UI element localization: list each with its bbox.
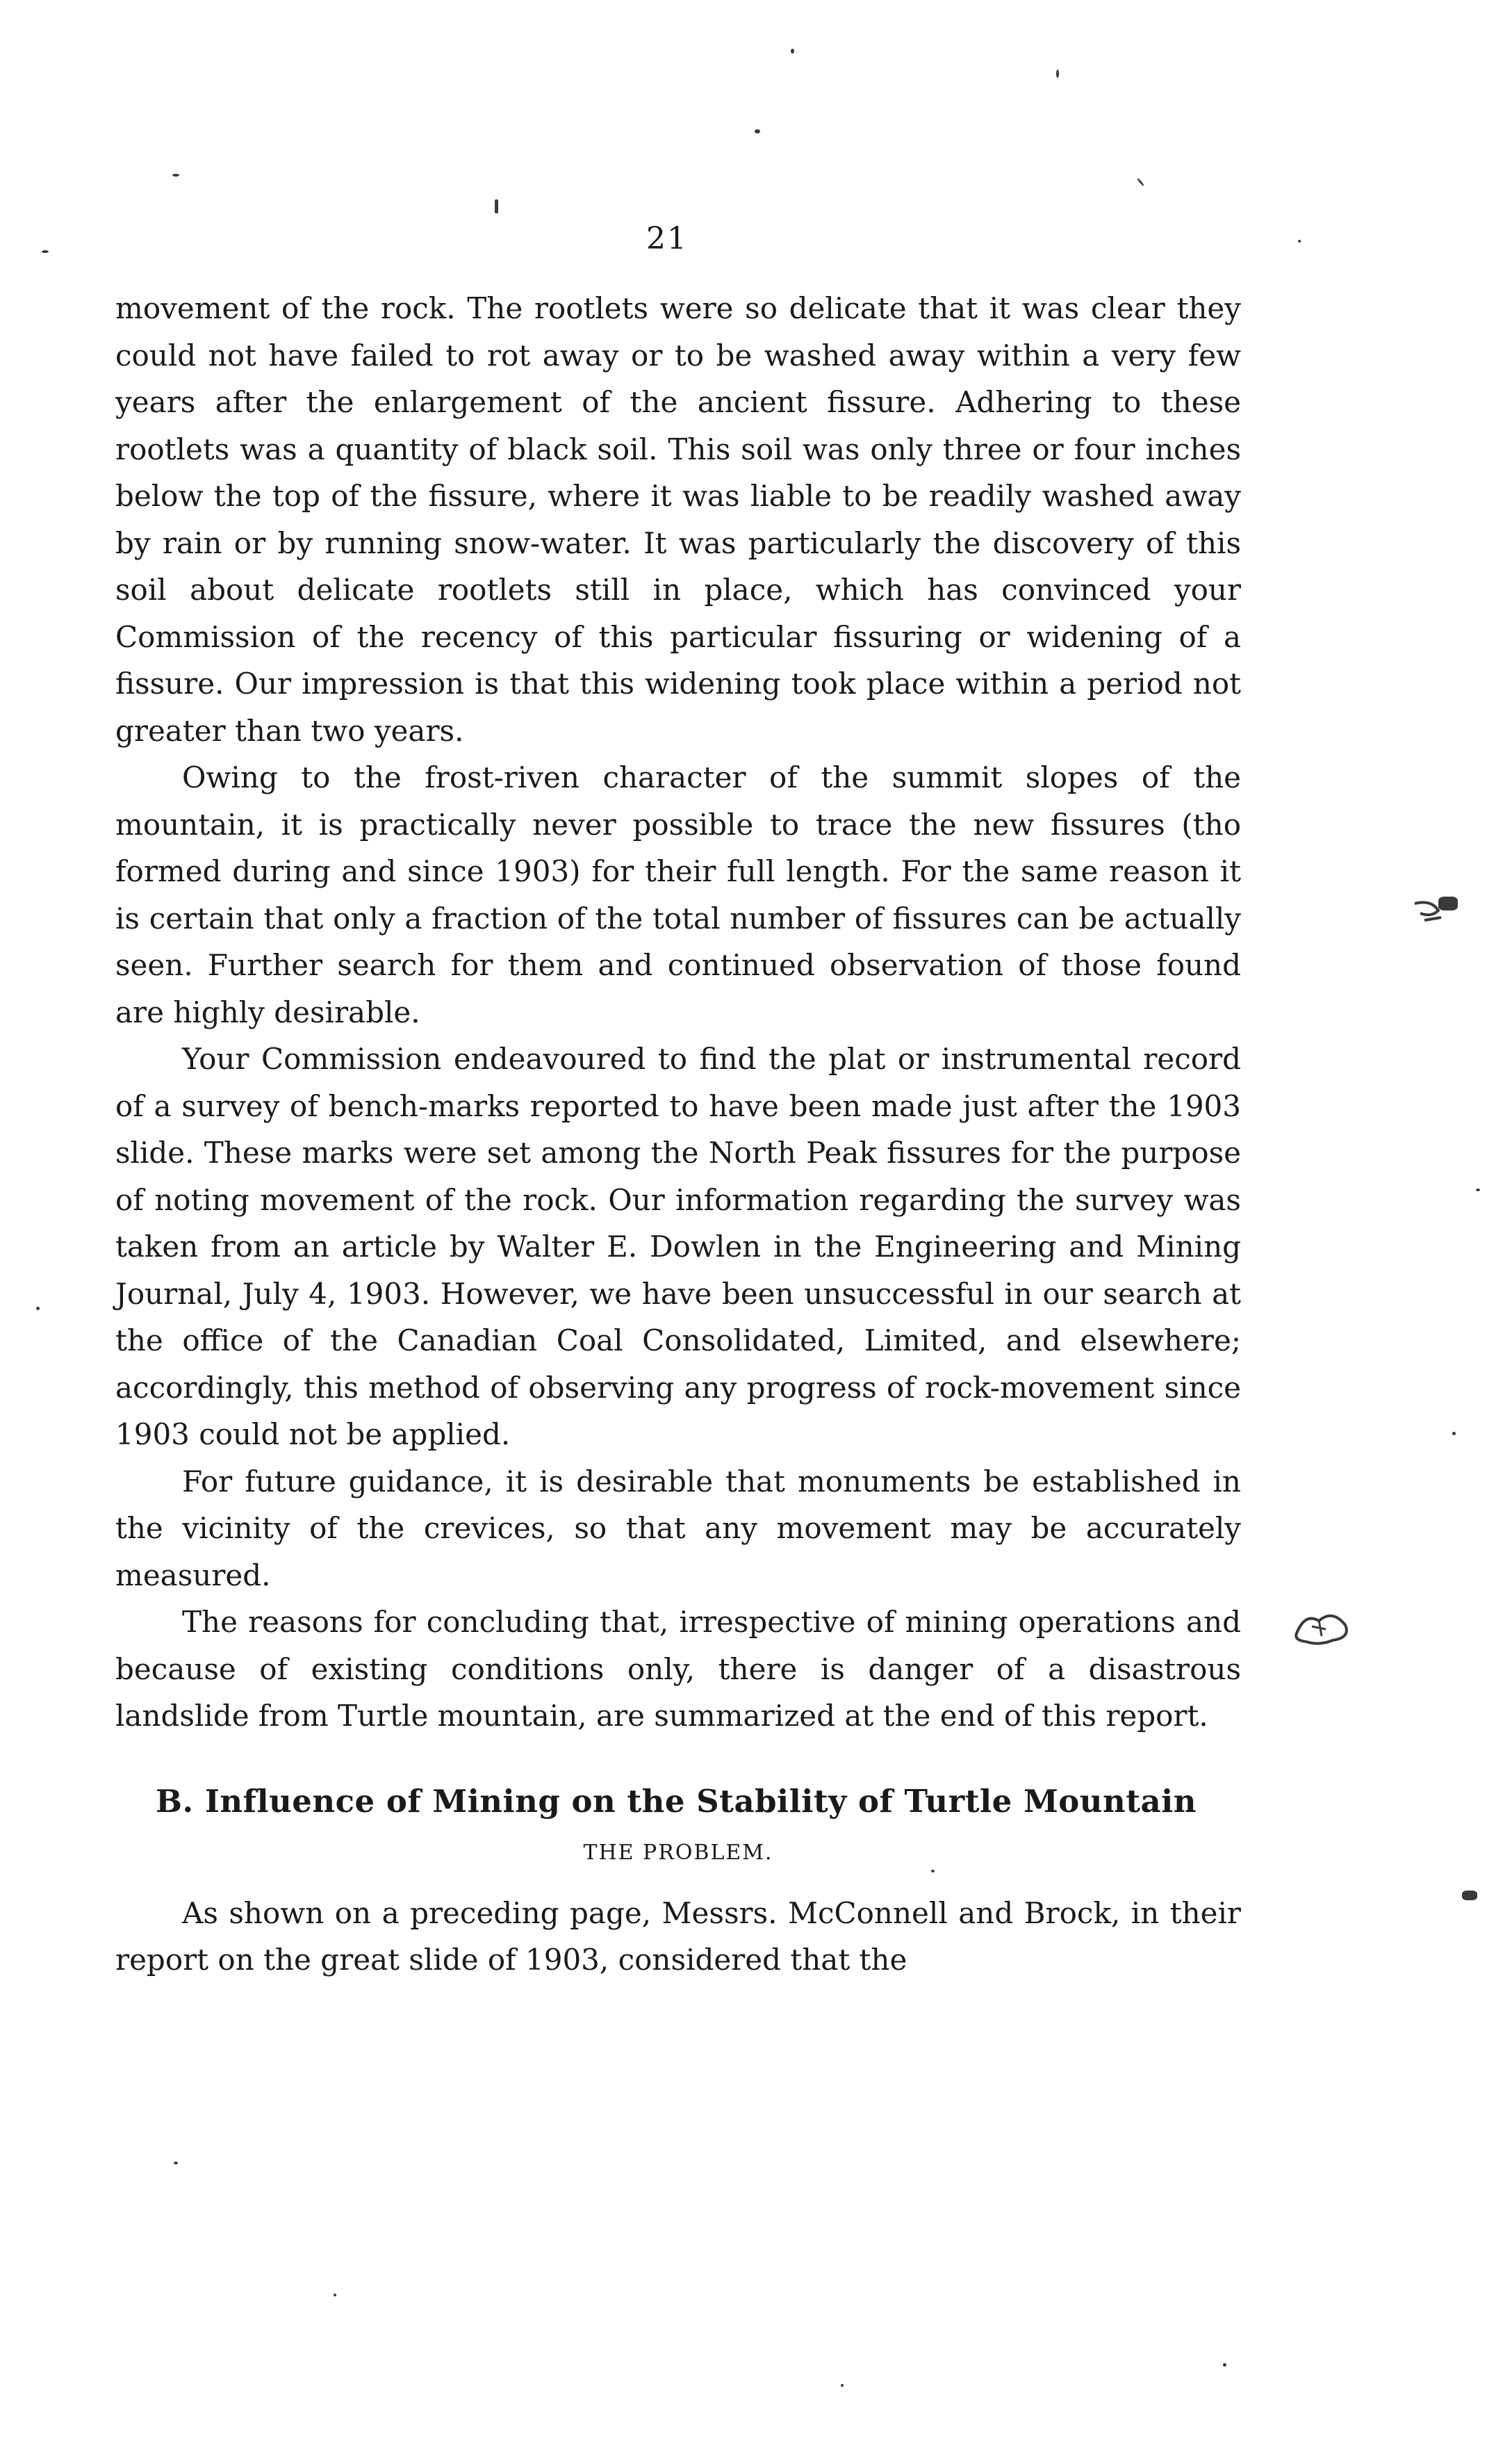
scan-speck (1056, 70, 1059, 78)
page-number: 21 (646, 221, 688, 256)
ink-scribble-mark (1411, 897, 1452, 931)
paragraph-closing: As shown on a preceding page, Messrs. McConnell and Brock, in their report on the great slide of 1903, considered that the (115, 1895, 1241, 1977)
paragraph-continued: movement of the rock. The rootlets were so delicate that it was clear they could not have failed to rot away or to be washed away within a very few years after the enlargement of the ancient fissure. Adhering to these rootlets was a quantity of black soil. This soil was only three or four inches below the top of the fissure, where it was liable to be readily washed away by rain or by running snow-water. It was particularly the discovery of this soil about delicate rootlets still in place, which has convinced your Commission of the recency of this particular fissuring or widening of a fissure. Our impression is that this widening took place within a period not greater than two years. (115, 291, 1241, 748)
scan-speck (791, 49, 794, 54)
paragraph-future-guidance: For future guidance, it is desirable that monuments be established in the vicinity of the crevices, so that any movement may be accurately measured. (115, 1464, 1241, 1592)
scan-speck (1452, 1432, 1456, 1435)
scan-speck (334, 2294, 336, 2296)
section-subheading: THE PROBLEM. (583, 1840, 773, 1865)
scan-speck (172, 174, 179, 177)
scan-speck (755, 129, 760, 133)
scan-speck (174, 2162, 178, 2164)
scan-speck (1298, 240, 1301, 243)
scan-speck (1476, 1189, 1480, 1191)
scan-speck (841, 2384, 844, 2387)
scan-speck (1223, 2363, 1226, 2367)
paragraph-bench-marks: Your Commission endeavoured to find the plat or instrumental record of a survey of bench-marks reported to have been made just after the 1903 slide. These marks were set among the North Peak fissures for the purpose of noting movement of the rock. Our information regarding the survey was taken from an article by Walter E. Dowlen in the Engineering and Mining Journal, July 4, 1903. However, we have been unsuccessful in our search at the office of the Canadian Coal Consolidated, Limited, and elsewhere; accordingly, this method of observing any progress of rock-movement since 1903 could not be applied. (115, 1042, 1241, 1451)
scan-speck (1137, 178, 1144, 187)
ink-blot-mark (1291, 1606, 1354, 1647)
scan-speck (1462, 1891, 1477, 1900)
scan-speck (42, 250, 49, 253)
scan-speck (495, 199, 498, 213)
body-text (115, 285, 1241, 1984)
scan-speck (931, 1870, 935, 1872)
paragraph-reasons: The reasons for concluding that, irrespective of mining operations and because of existing conditions only, there is danger of a disastrous landslide from Turtle mountain, are summarized at the end of this report. (115, 1605, 1241, 1733)
section-heading: B. Influence of Mining on the Stability of Turtle Mountain (156, 1782, 1197, 1820)
paragraph-frost-riven: Owing to the frost-riven character of the summit slopes of the mountain, it is practically never possible to trace the new fissures (tho formed during and since 1903) for their full length. For the same reason it is certain that only a fraction of the total number of fissures can be actually seen. Further search for them and continued observation of those found are highly desirable. (115, 760, 1241, 1029)
scan-speck (36, 1307, 40, 1310)
